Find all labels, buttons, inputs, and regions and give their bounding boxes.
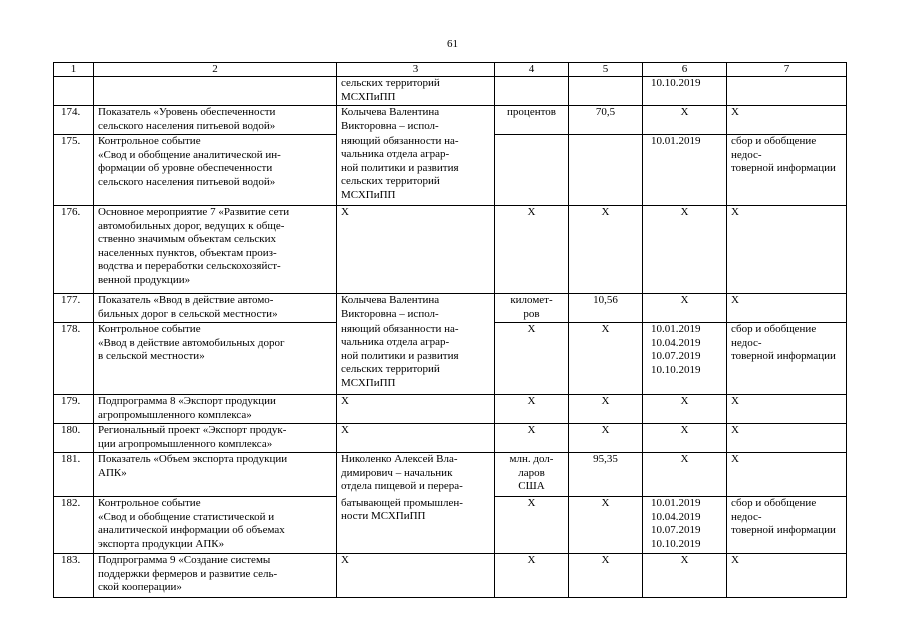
table-row xyxy=(54,554,847,598)
table-row xyxy=(54,323,847,395)
row-unit xyxy=(495,135,569,206)
page-number: 61 xyxy=(447,38,458,50)
table-row xyxy=(54,135,847,206)
row-responsible: X xyxy=(337,424,495,453)
header-cell: 4 xyxy=(495,63,569,77)
row-note: X xyxy=(727,424,847,453)
row-date: X xyxy=(643,294,727,323)
row-number: 179. xyxy=(54,395,94,424)
row-name: Контрольное событие «Свод и обобщение аналитической ин- формации об уровне обеспеченности сельского населения питьевой водой» xyxy=(94,135,337,206)
row-date: X xyxy=(643,106,727,135)
row-unit: процентов xyxy=(495,106,569,135)
row-responsible: Николенко Алексей Вла- димирович – начальник отдела пищевой и перера- xyxy=(337,453,495,497)
row-number: 180. xyxy=(54,424,94,453)
header-cell: 1 xyxy=(54,63,94,77)
row-note: X xyxy=(727,206,847,294)
header-row xyxy=(54,63,847,77)
row-value: X xyxy=(569,206,643,294)
row-name: Подпрограмма 8 «Экспорт продукции агропромышленного комплекса» xyxy=(94,395,337,424)
row-number: 183. xyxy=(54,554,94,598)
table-row xyxy=(54,395,847,424)
row-unit: километ- ров xyxy=(495,294,569,323)
row-name: Показатель «Ввод в действие автомо- бильных дорог в сельской местности» xyxy=(94,294,337,323)
row-unit: X xyxy=(495,424,569,453)
program-table xyxy=(53,62,847,598)
table-row xyxy=(54,497,847,554)
row-note: сбор и обобщение недос- товерной информации xyxy=(727,135,847,206)
row-date: X xyxy=(643,206,727,294)
row-date: X xyxy=(643,453,727,497)
header-cell: 7 xyxy=(727,63,847,77)
row-note: сбор и обобщение недос- товерной информации xyxy=(727,323,847,395)
row-date: X xyxy=(643,554,727,598)
row-value: 95,35 xyxy=(569,453,643,497)
row-date: 10.01.2019 10.04.2019 10.07.2019 10.10.2019 xyxy=(643,497,727,554)
row-number: 181. xyxy=(54,453,94,497)
row-date: 10.01.2019 xyxy=(643,135,727,206)
row-value: X xyxy=(569,497,643,554)
header-cell: 6 xyxy=(643,63,727,77)
header-cell: 3 xyxy=(337,63,495,77)
row-number: 178. xyxy=(54,323,94,395)
row-note: сбор и обобщение недос- товерной информации xyxy=(727,497,847,554)
row-unit: X xyxy=(495,206,569,294)
row-value: X xyxy=(569,395,643,424)
row-value xyxy=(569,77,643,106)
row-number xyxy=(54,77,94,106)
row-name: Подпрограмма 9 «Создание системы поддержки фермеров и развитие сель- ской кооперации» xyxy=(94,554,337,598)
row-value: 70,5 xyxy=(569,106,643,135)
row-note: X xyxy=(727,294,847,323)
row-value xyxy=(569,135,643,206)
row-responsible: X xyxy=(337,206,495,294)
row-note xyxy=(727,77,847,106)
row-unit: X xyxy=(495,323,569,395)
row-responsible: няющий обязанности на- чальника отдела аграр- ной политики и развития сельских территорий МСХПиПП xyxy=(337,135,495,206)
row-unit: X xyxy=(495,395,569,424)
row-unit: млн. дол- ларов США xyxy=(495,453,569,497)
row-number: 182. xyxy=(54,497,94,554)
row-responsible: X xyxy=(337,395,495,424)
row-name: Показатель «Уровень обеспеченности сельского населения питьевой водой» xyxy=(94,106,337,135)
row-responsible: X xyxy=(337,554,495,598)
row-value: 10,56 xyxy=(569,294,643,323)
row-name: Контрольное событие «Ввод в действие автомобильных дорог в сельской местности» xyxy=(94,323,337,395)
row-responsible: няющий обязанности на- чальника отдела аграр- ной политики и развития сельских территорий МСХПиПП xyxy=(337,323,495,395)
row-unit: X xyxy=(495,554,569,598)
row-number: 176. xyxy=(54,206,94,294)
row-note: X xyxy=(727,453,847,497)
row-value: X xyxy=(569,323,643,395)
row-date: 10.10.2019 xyxy=(643,77,727,106)
table-row xyxy=(54,77,847,106)
table-row xyxy=(54,294,847,323)
row-note: X xyxy=(727,395,847,424)
table-row xyxy=(54,424,847,453)
row-note: X xyxy=(727,554,847,598)
row-number: 175. xyxy=(54,135,94,206)
row-date: X xyxy=(643,395,727,424)
header-cell: 2 xyxy=(94,63,337,77)
table-row xyxy=(54,453,847,497)
row-name: Основное мероприятие 7 «Развитие сети автомобильных дорог, ведущих к обще- ственно значимым объектам сельских населенных пунктов, объектам произ- водства и переработки сельскохозяйст- венной продукции» xyxy=(94,206,337,294)
row-value: X xyxy=(569,554,643,598)
table-row xyxy=(54,106,847,135)
row-responsible: Колычева Валентина Викторовна – испол- xyxy=(337,106,495,135)
table-row xyxy=(54,206,847,294)
header-cell: 5 xyxy=(569,63,643,77)
row-responsible: Колычева Валентина Викторовна – испол- xyxy=(337,294,495,323)
row-date: X xyxy=(643,424,727,453)
row-number: 177. xyxy=(54,294,94,323)
row-name xyxy=(94,77,337,106)
row-name: Региональный проект «Экспорт продук- ции агропромышленного комплекса» xyxy=(94,424,337,453)
row-responsible: сельских территорий МСХПиПП xyxy=(337,77,495,106)
row-number: 174. xyxy=(54,106,94,135)
row-unit xyxy=(495,77,569,106)
row-unit: X xyxy=(495,497,569,554)
row-date: 10.01.2019 10.04.2019 10.07.2019 10.10.2019 xyxy=(643,323,727,395)
row-name: Показатель «Объем экспорта продукции АПК» xyxy=(94,453,337,497)
row-value: X xyxy=(569,424,643,453)
row-name: Контрольное событие «Свод и обобщение статистической и аналитической информации об объемах экспорта продукции АПК» xyxy=(94,497,337,554)
row-note: X xyxy=(727,106,847,135)
row-responsible: батывающей промышлен- ности МСХПиПП xyxy=(337,497,495,554)
